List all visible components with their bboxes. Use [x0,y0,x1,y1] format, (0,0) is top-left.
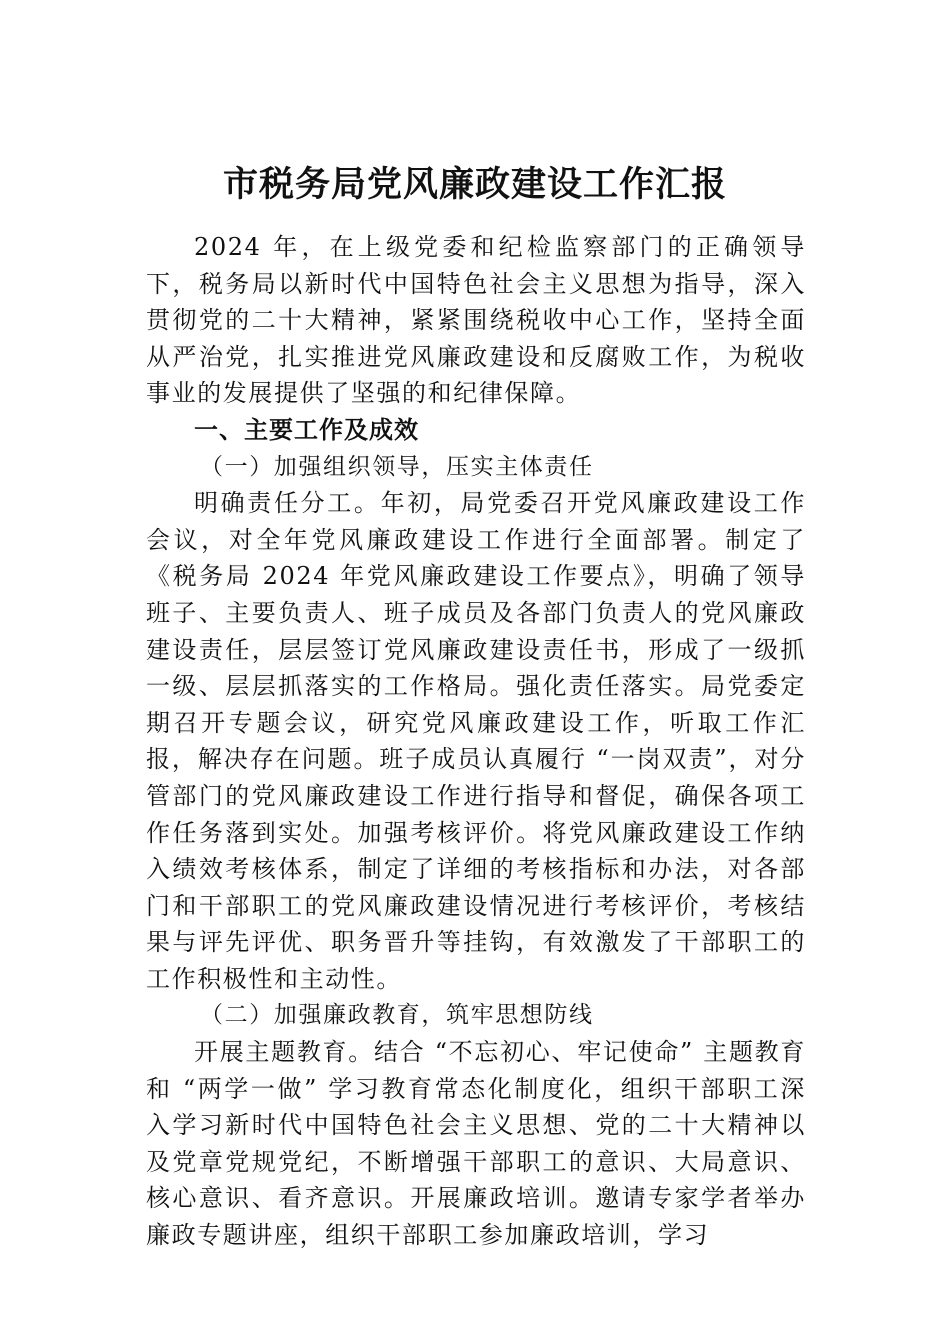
section-heading-main-work: 一、主要工作及成效 [194,415,419,444]
intro-paragraph: 2024 年，在上级党委和纪检监察部门的正确领导下，税务局以新时代中国特色社会主义思想为指导，深入贯彻党的二十大精神，紧紧围绕税收中心工作，坚持全面从严治党，扎实推进党风廉政建设和反腐败工作，为税收事业的发展提供了坚强的和纪律保障。 [146,233,806,408]
organization-paragraph: 明确责任分工。年初，局党委召开党风廉政建设工作会议，对全年党风廉政建设工作进行全面部署。制定了《税务局 2024 年党风廉政建设工作要点》，明确了领导班子、主要负责人、班子成员及各部门负责人的党风廉政建设责任，层层签订党风廉政建设责任书，形成了一级抓一级、层层抓落实的工作格局。强化责任落实。局党委定期召开专题会议，研究党风廉政建设工作，听取工作汇报，解决存在问题。班子成员认真履行 “一岗双责”，对分管部门的党风廉政建设工作进行指导和督促，确保各项工作任务落到实处。加强考核评价。将党风廉政建设工作纳入绩效考核体系，制定了详细的考核指标和办法，对各部门和干部职工的党风廉政建设情况进行考核评价，考核结果与评先评优、职务晋升等挂钩，有效激发了干部职工的工作积极性和主动性。 [146,489,806,993]
subsection-heading-organization: （一）加强组织领导，压实主体责任 [200,453,594,480]
document-title: 市税务局党风廉政建设工作汇报 [222,164,727,205]
subsection-heading-education: （二）加强廉政教育，筑牢思想防线 [200,1002,594,1029]
education-paragraph: 开展主题教育。结合 “不忘初心、牢记使命” 主题教育和 “两学一做” 学习教育常态化制度化，组织干部职工深入学习新时代中国特色社会主义思想、党的二十大精神以及党章党规党纪，不断增强干部职工的意识、大局意识、核心意识、看齐意识。开展廉政培训。邀请专家学者举办廉政专题讲座，组织干部职工参加廉政培训，学习 [146,1038,806,1250]
document-body [146,229,806,1254]
